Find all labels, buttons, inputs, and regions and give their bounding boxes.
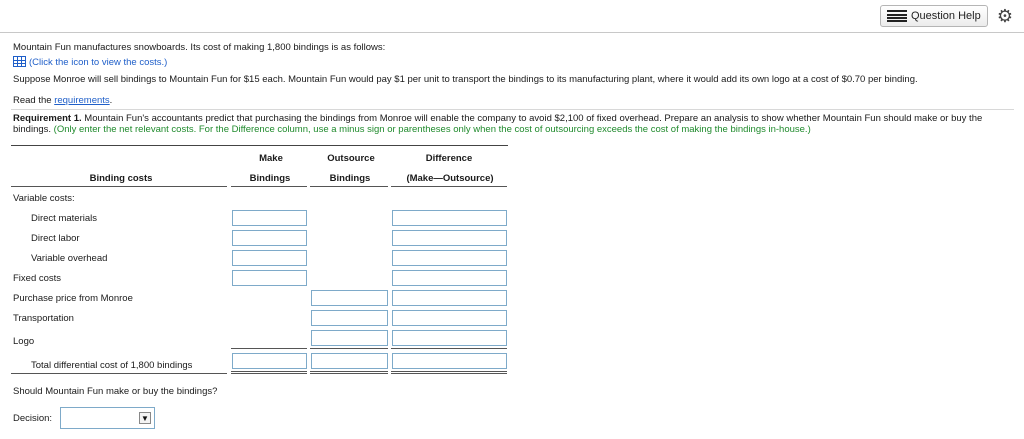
transportation-label: Transportation	[13, 313, 74, 324]
diff-purchase-price-input[interactable]	[392, 290, 507, 306]
chevron-down-icon[interactable]: ▼	[139, 412, 151, 424]
diff-direct-labor-input[interactable]	[392, 230, 507, 246]
read-requirements-line	[13, 95, 112, 106]
binding-costs-header: Binding costs	[89, 173, 153, 184]
decision-select[interactable]	[60, 407, 155, 429]
requirement-label: Requirement 1.	[13, 113, 82, 124]
header-rule-outsource	[310, 186, 388, 187]
divider	[11, 109, 1014, 110]
total-rule-outsource	[310, 371, 388, 374]
diff-fixed-costs-input[interactable]	[392, 270, 507, 286]
subtotal-rule-make	[231, 348, 307, 349]
header-rule-label	[11, 186, 227, 187]
requirement-text	[13, 113, 1013, 135]
subtotal-rule-difference	[391, 348, 507, 349]
diff-logo-input[interactable]	[392, 330, 507, 346]
period: .	[109, 95, 113, 106]
outsource-header-2: Bindings	[329, 173, 371, 184]
top-toolbar	[0, 0, 1024, 33]
outsource-purchase-price-input[interactable]	[311, 290, 388, 306]
intro-line-3: Suppose Monroe will sell bindings to Mountain Fun for $15 each. Mountain Fun would pay $1 per unit to transport the bindings to its manufacturing plant, where it would add its own logo at a cost of $0.70 per binding.	[13, 74, 918, 85]
variable-costs-label: Variable costs:	[13, 193, 75, 204]
variable-overhead-label: Variable overhead	[31, 253, 108, 264]
intro-line-1: Mountain Fun manufactures snowboards. Its cost of making 1,800 bindings is as follows:	[13, 42, 386, 53]
diff-variable-overhead-input[interactable]	[392, 250, 507, 266]
outsource-transportation-input[interactable]	[311, 310, 388, 326]
total-rule-label	[11, 373, 227, 374]
make-direct-materials-input[interactable]	[232, 210, 307, 226]
total-label: Total differential cost of 1,800 bindings	[31, 360, 193, 371]
logo-label: Logo	[13, 336, 35, 347]
requirements-link[interactable]: requirements	[54, 95, 110, 106]
requirement-instruction: (Only enter the net relevant costs. For the Difference column, use a minus sign or parentheses only when the cost of outsourcing exceeds the cost of making the bindings in-house.)	[51, 124, 811, 135]
outsource-header-1: Outsource	[327, 153, 375, 164]
header-rule-difference	[391, 186, 507, 187]
purchase-price-label: Purchase price from Monroe	[13, 293, 133, 304]
make-header-2: Bindings	[249, 173, 291, 184]
read-the-text: Read the	[13, 95, 52, 106]
table-top-rule	[11, 145, 508, 146]
difference-header-2: (Make—Outsource)	[406, 173, 494, 184]
subtotal-rule-outsource	[310, 348, 388, 349]
diff-total-input[interactable]	[392, 353, 507, 369]
question-help-button[interactable]	[880, 5, 988, 27]
gear-icon[interactable]: ⚙	[996, 6, 1014, 26]
table-icon[interactable]	[13, 56, 26, 67]
direct-materials-label: Direct materials	[31, 213, 97, 224]
click-icon-line	[13, 56, 167, 68]
make-direct-labor-input[interactable]	[232, 230, 307, 246]
list-icon	[887, 10, 907, 22]
diff-transportation-input[interactable]	[392, 310, 507, 326]
question-help-label: Question Help	[911, 10, 981, 22]
direct-labor-label: Direct labor	[31, 233, 80, 244]
header-rule-make	[231, 186, 307, 187]
total-rule-difference	[391, 371, 507, 374]
make-variable-overhead-input[interactable]	[232, 250, 307, 266]
diff-direct-materials-input[interactable]	[392, 210, 507, 226]
decision-question: Should Mountain Fun make or buy the bindings?	[13, 386, 218, 397]
difference-header-1: Difference	[425, 153, 473, 164]
outsource-logo-input[interactable]	[311, 330, 388, 346]
total-rule-make	[231, 371, 307, 374]
outsource-total-input[interactable]	[311, 353, 388, 369]
fixed-costs-label: Fixed costs	[13, 273, 62, 284]
make-header-1: Make	[259, 153, 283, 164]
decision-label: Decision:	[13, 413, 53, 424]
click-icon-text[interactable]: (Click the icon to view the costs.)	[29, 57, 168, 68]
requirement-body: Mountain Fun's accountants predict that purchasing the bindings from Monroe will enable the company to avoid $2,100 of fixed overhead. Prepare an analysis to show whether Mountain Fun should make or buy the bindings.	[13, 113, 983, 135]
make-total-input[interactable]	[232, 353, 307, 369]
make-fixed-costs-input[interactable]	[232, 270, 307, 286]
